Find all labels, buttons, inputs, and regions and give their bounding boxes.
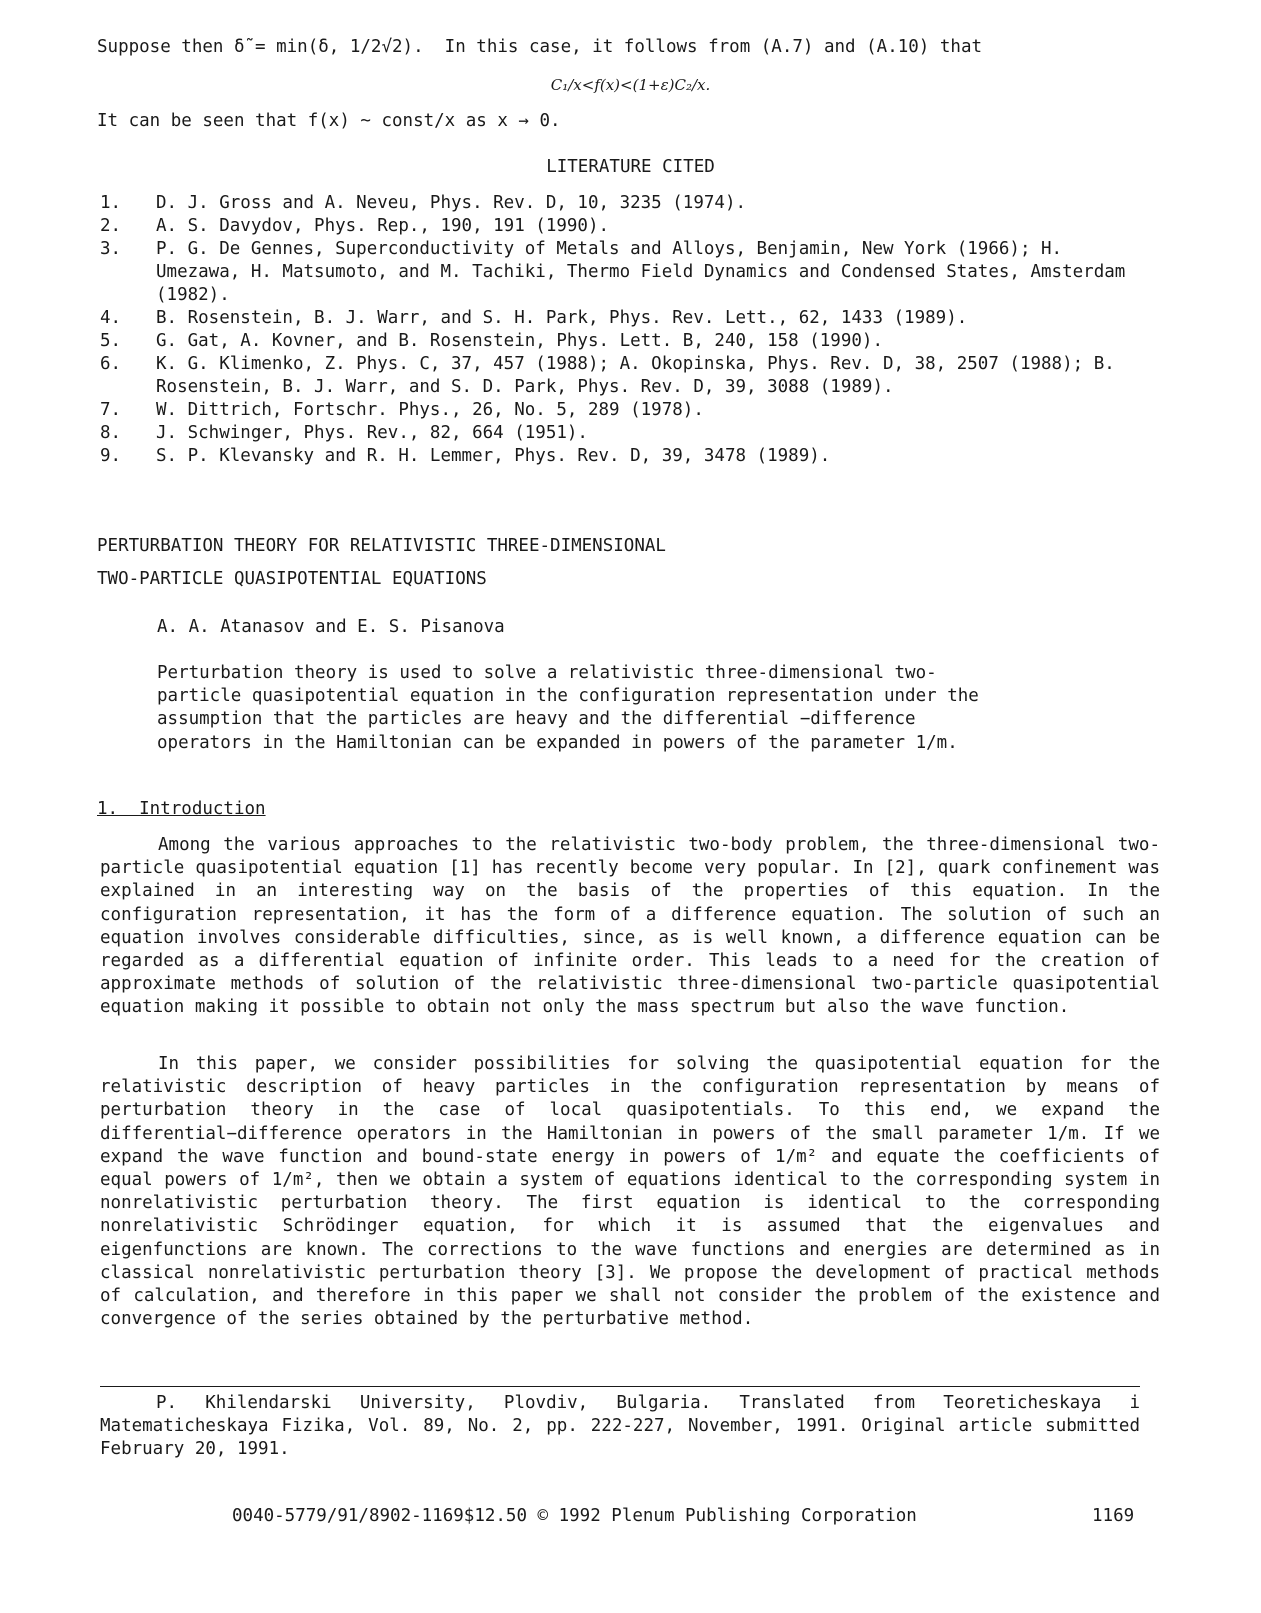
authors: A. A. Atanasov and E. S. Pisanova (157, 617, 505, 637)
reference-item: 7. W. Dittrich, Fortschr. Phys., 26, No. 5, 289 (1978). (100, 400, 704, 420)
reference-item: 5. G. Gat, A. Kovner, and B. Rosenstein, Phys. Lett. B, 240, 158 (1990). (100, 331, 883, 351)
reference-list (100, 192, 1150, 468)
intro-sentence: Suppose then δ̃ = min(δ, 1/2√2). In this case, it follows from (A.7) and (A.10) that (97, 37, 983, 57)
reference-item: 4. B. Rosenstein, B. J. Warr, and S. H. Park, Phys. Rev. Lett., 62, 1433 (1989). (100, 308, 968, 328)
abstract: Perturbation theory is used to solve a relativistic three-dimensional two-particle quasipotential equation in the configuration representation under the assumption that the particles are heavy and the differential −difference operators in the Hamiltonian can be expanded in powers of the parameter 1/m. (157, 663, 979, 753)
page-number: 1169 (1092, 1506, 1135, 1526)
limit-sentence: It can be seen that f(x) ~ const/x as x → 0. (97, 111, 561, 131)
formula: C₁/x<f(x)<(1+ε)C₂/x. (550, 76, 711, 94)
reference-item: 6. K. G. Klimenko, Z. Phys. C, 37, 457 (1988); A. Okopinska, Phys. Rev. D, 38, 2507 (1988); B. Rosenstein, B. J. Warr, and S. D. Park, Phys. Rev. D, 39, 3088 (1989). (100, 354, 1115, 397)
reference-item: 1. D. J. Gross and A. Neveu, Phys. Rev. D, 10, 3235 (1974). (100, 193, 747, 213)
reference-item: 2. A. S. Davydov, Phys. Rep., 190, 191 (1990). (100, 216, 610, 236)
reference-item: 8. J. Schwinger, Phys. Rev., 82, 664 (1951). (100, 423, 588, 443)
section-heading: 1. Introduction (97, 799, 266, 819)
article-title-line-1: PERTURBATION THEORY FOR RELATIVISTIC THREE-DIMENSIONAL (97, 536, 666, 556)
copyright-line: 0040-5779/91/8902-1169$12.50 © 1992 Plenum Publishing Corporation (232, 1506, 917, 1526)
reference-item: 9. S. P. Klevansky and R. H. Lemmer, Phys. Rev. D, 39, 3478 (1989). (100, 446, 831, 466)
article-title-line-2: TWO-PARTICLE QUASIPOTENTIAL EQUATIONS (97, 569, 487, 589)
paragraph-2: In this paper, we consider possibilities for solving the quasipotential equation for the relativistic description of heavy particles in the configuration representation by means of perturbation theory in the case of local quasipotentials. To this end, we expand the differential−difference operators in the Hamiltonian in powers of the small parameter 1/m. If we expand the wave function and bound-state energy in powers of 1/m² and equate the coefficients of equal powers of 1/m², then we obtain a system of equations identical to the corresponding system in nonrelativistic perturbation theory. The first equation is identical to the corresponding nonrelativistic Schrödinger equation, for which it is assumed that the eigenvalues and eigenfunctions are known. The corrections to the wave functions and energies are determined as in classical nonrelativistic perturbation theory [3]. We propose the development of practical methods of calculation, and therefore in this paper we shall not consider the problem of the existence and convergence of the series obtained by the perturbative method. (100, 1054, 1160, 1330)
reference-item: 3. P. G. De Gennes, Superconductivity of Metals and Alloys, Benjamin, New York (1966); H. Umezawa, H. Matsumoto, and M. Tachiki, Thermo Field Dynamics and Condensed States, Amsterdam (1982). (100, 239, 1126, 305)
footnote: P. Khilendarski University, Plovdiv, Bulgaria. Translated from Teoreticheskaya i Matematicheskaya Fizika, Vol. 89, No. 2, pp. 222-227, November, 1991. Original article submitted February 20, 1991. (100, 1393, 1140, 1459)
footnote-divider (100, 1386, 1140, 1387)
literature-heading: LITERATURE CITED (546, 157, 715, 177)
paragraph-1: Among the various approaches to the relativistic two-body problem, the three-dimensional two-particle quasipotential equation [1] has recently become very popular. In [2], quark confinement was explained in an interesting way on the basis of the properties of this equation. In the configuration representation, it has the form of a difference equation. The solution of such an equation involves considerable difficulties, since, as is well known, a difference equation can be regarded as a differential equation of infinite order. This leads to a need for the creation of approximate methods of solution of the relativistic three-dimensional two-particle quasipotential equation making it possible to obtain not only the mass spectrum but also the wave function. (100, 835, 1160, 1018)
